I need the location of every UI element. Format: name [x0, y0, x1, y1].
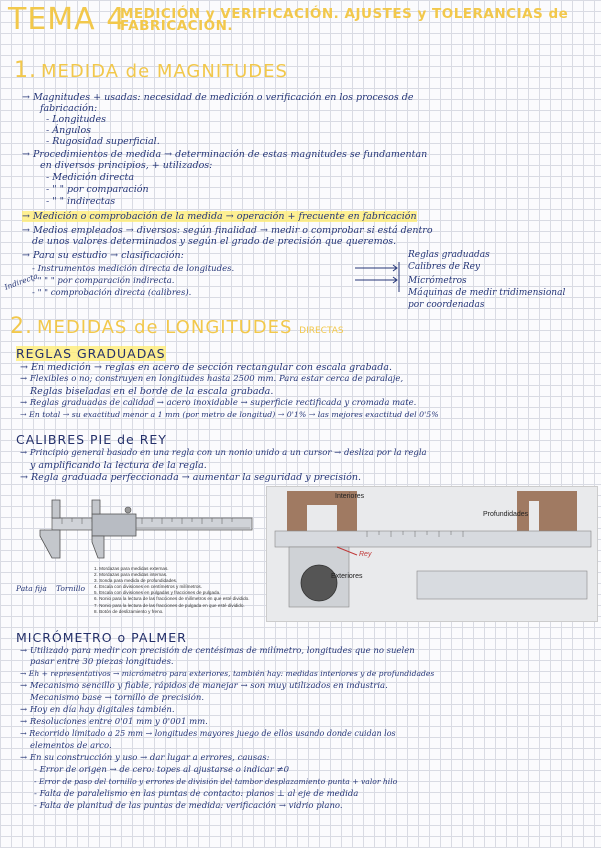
reglas-heading: REGLAS GRADUADAS: [16, 346, 166, 361]
s1-line-5: → Procedimientos de medida → determinación de estas magnitudes se fundamentan: [22, 149, 428, 160]
side-note-4: por coordenadas: [408, 300, 485, 310]
s1-line-6: en diversos principios, + utilizados:: [40, 160, 213, 171]
legend-item-3: 4. Escala con divisiones en centímetros y milímetros.: [94, 584, 202, 590]
document-title: MEDICIÓN y VERIFICACIÓN. AJUSTES y TOLERANCIAS de FABRICACIÓN.: [120, 6, 569, 34]
section2-number: 2.: [10, 314, 33, 339]
s1-line-7: - Medición directa: [46, 172, 135, 183]
label-interiores: Interiores: [335, 493, 365, 500]
s1-line-4: - Rugosidad superficial.: [46, 136, 160, 147]
classification-arrows: [355, 262, 405, 294]
s1-line-15: - " " " por comparación indirecta.: [32, 276, 175, 286]
s1-line-1: fabricación:: [40, 103, 98, 114]
micro-line-7: → Recorrido limitado a 25 mm → longitudes mayores juego de ellos usando donde cuidan los: [20, 729, 396, 738]
s1-line-10: → Medición o comprobación de la medida → operación + frecuente en fabricación: [22, 211, 417, 222]
legend-item-0: 1. Mordazas para medidas externas.: [94, 566, 169, 571]
s1-line-14: - Instrumentos medición directa de longitudes.: [32, 264, 235, 274]
calibres-line-1: y amplificando la lectura de la regla.: [30, 460, 207, 471]
micro-line-5: → Hoy en día hay digitales también.: [20, 705, 175, 715]
micro-line-11: - Error de paso del tornillo y errores de división del tambor desplazamiento punta + valor hilo: [34, 777, 398, 786]
label-tornillo: Tornillo: [56, 584, 86, 593]
micro-line-1: pasar entre 30 piezas longitudes.: [30, 657, 174, 667]
legend-item-5: 6. Nonio para la lectura de las fracciones de milímetros en que esté dividido.: [94, 596, 250, 602]
section2-heading: [10, 314, 344, 339]
section1-title: MEDIDA de MAGNITUDES: [41, 61, 288, 82]
micro-line-10: - Error de origen → de cero: topes al ajustarse o indicar ≠0: [34, 765, 290, 775]
caliper-drawing: [32, 488, 256, 568]
section2-suffix: DIRECTAS: [299, 326, 344, 336]
s1-line-3: - Ángulos: [46, 125, 92, 136]
section1-number: 1.: [14, 58, 37, 83]
side-note-0: Reglas graduadas: [408, 250, 490, 260]
legend-item-7: 8. Botón de deslizamiento y freno.: [94, 608, 164, 614]
s1-line-13: → Para su estudio → clasificación:: [22, 250, 184, 261]
reglas-line-3: → Reglas graduadas de calidad → acero inoxidable → superficie rectificada y cromada mate.: [20, 398, 417, 408]
micro-line-13: - Falta de planitud de las puntas de medida: verificación → vidrio plano.: [34, 801, 343, 811]
s1-line-12: de unos valores determinados y según el grado de precisión que queremos.: [32, 236, 397, 247]
legend-item-6: 7. Nonio para la lectura de las fracciones de pulgada en que esté dividido.: [94, 602, 245, 608]
calibres-heading: CALIBRES PIE de REY: [16, 432, 167, 447]
micro-line-3: → Mecanismo sencillo y fiable, rápidos de manejar → son muy utilizados en industria.: [20, 681, 388, 691]
reglas-line-4: → En total → su exactitud menor a 1 mm (por metro de longitud) → 0'1% → las mejores exactitud del 0'5%: [20, 410, 439, 419]
caliper-usage-figure: [266, 486, 598, 622]
s1-line-0: → Magnitudes + usadas: necesidad de medición o verificación en los procesos de: [22, 92, 414, 103]
reglas-line-2: Reglas biseladas en el borde de la escala grabada.: [30, 386, 274, 397]
label-exteriores: Exteriores: [331, 573, 363, 580]
micrometro-heading: MICRÓMETRO o PALMER: [16, 630, 187, 645]
micro-line-6: → Resoluciones entre 0'01 mm y 0'001 mm.: [20, 717, 208, 727]
reglas-line-0: → En medición → reglas en acero de sección rectangular con escala grabada.: [20, 362, 392, 373]
margin-note: Indirecta: [3, 271, 39, 292]
micro-line-4: Mecanismo base → tornillo de precisión.: [30, 693, 205, 703]
section2-title: MEDIDAS de LONGITUDES: [37, 317, 293, 338]
legend-item-1: 2. Mordazas para medidas internas.: [94, 572, 168, 578]
calibres-line-2: → Regla graduada perfeccionada → aumentar la seguridad y precisión.: [20, 472, 361, 483]
s1-line-9: - " " indirectas: [46, 196, 116, 207]
side-note-2: Micrómetros: [408, 276, 467, 286]
caliper-usage-drawing: [267, 487, 597, 621]
micro-line-0: → Utilizado para medir con precisión de centésimas de milímetro, longitudes que no suelen: [20, 646, 415, 656]
s1-line-8: - " " por comparación: [46, 184, 149, 195]
micro-line-2: → Eh + representativos → micrómetro para exteriores, también hay: medidas interiores y de profundidades: [20, 669, 435, 678]
s1-line-11: → Medios empleados → diversos: según finalidad → medir o comprobar si está dentro: [22, 225, 433, 236]
caliper-figure: [32, 488, 256, 624]
reglas-line-1: → Flexibles o no; construyen en longitudes hasta 2500 mm. Para estar cerca de paralaje,: [20, 374, 404, 384]
label-pata-fija: Pata fija: [16, 584, 47, 593]
s1-line-2: - Longitudes: [46, 114, 107, 125]
micro-line-12: - Falta de paralelismo en las puntas de contacto: planos ⊥ al eje de medida: [34, 789, 359, 799]
micro-line-8: elementos de arco.: [30, 741, 112, 751]
label-profundidades: Profundidades: [483, 511, 529, 518]
legend-item-2: 3. Sonda para medida de profundidades.: [94, 578, 178, 584]
side-note-3: Máquinas de medir tridimensional: [408, 288, 566, 298]
calibres-line-0: → Principio general basado en una regla con un nonio unido a un cursor → desliza por la regla: [20, 448, 427, 458]
s1-line-16: - " " comprobación directa (calibres).: [32, 288, 192, 298]
micro-line-9: → En su construcción y uso → dar lugar a errores, causas:: [20, 753, 270, 763]
side-note-1: Calibres de Rey: [408, 262, 481, 272]
section1-heading: [14, 58, 288, 83]
tema-title: TEMA 4: [8, 2, 127, 37]
label-rey: Rey: [359, 551, 372, 558]
legend-item-4: 5. Escala con divisiones en pulgadas y fracciones de pulgada.: [94, 590, 221, 596]
